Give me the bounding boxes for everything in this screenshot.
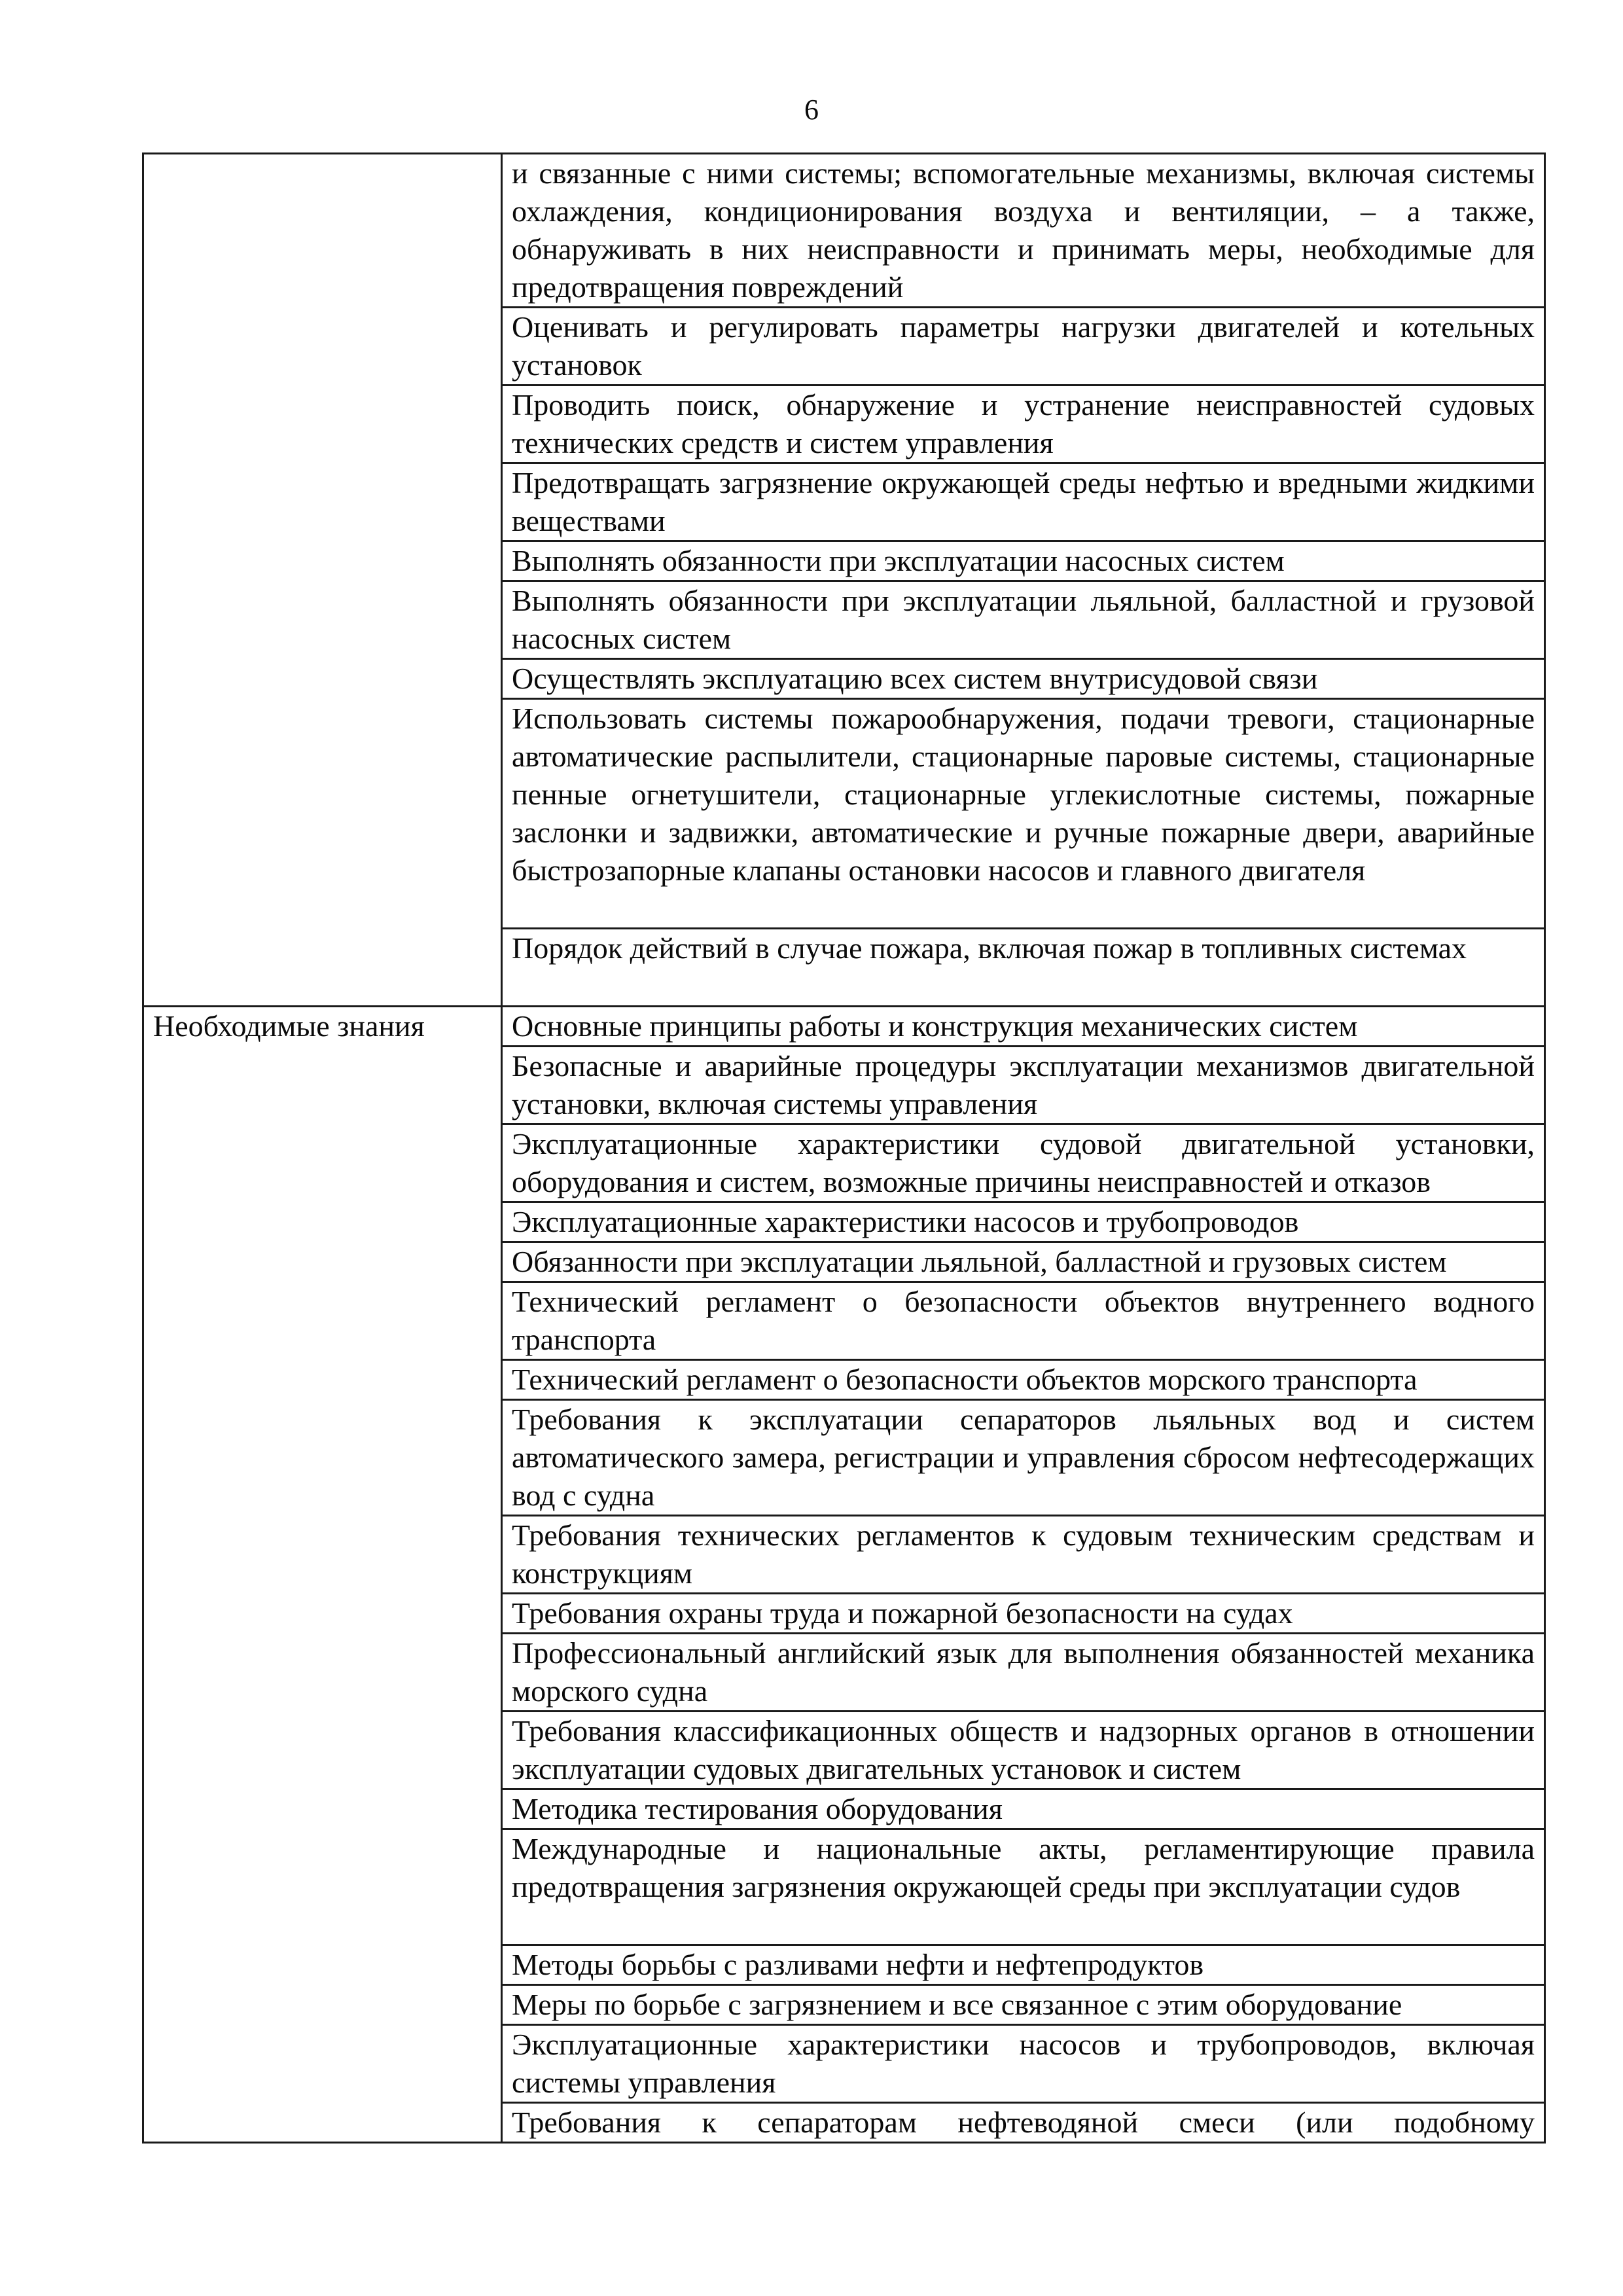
table-row	[143, 154, 1545, 308]
knowledge-label: Необходимые знания	[143, 1007, 502, 2143]
knowledge-item-10: Требования охраны труда и пожарной безопасности на судах	[502, 1594, 1545, 1634]
skill-item-2: Оценивать и регулировать параметры нагрузки двигателей и котельных установок	[502, 308, 1545, 386]
skill-item-7: Осуществлять эксплуатацию всех систем внутрисудовой связи	[502, 659, 1545, 699]
knowledge-item-3: Эксплуатационные характеристики судовой двигательной установки, оборудования и систем, возможные причины неисправностей и отказов	[502, 1124, 1545, 1202]
knowledge-item-1: Основные принципы работы и конструкция механических систем	[502, 1007, 1545, 1047]
knowledge-item-8: Требования к эксплуатации сепараторов льяльных вод и систем автоматического замера, регистрации и управления сбросом нефтесодержащих вод с судна	[502, 1400, 1545, 1516]
skill-item-8: Использовать системы пожарообнаружения, подачи тревоги, стационарные автоматические распылители, стационарные паровые системы, стационарные пенные огнетушители, стационарные углекислотные системы, пожарные заслонки и задвижки, автоматические и ручные пожарные двери, аварийные быстрозапорные клапаны остановки насосов и главного двигателя	[502, 699, 1545, 929]
skill-item-6: Выполнять обязанности при эксплуатации льяльной, балластной и грузовой насосных систем	[502, 581, 1545, 659]
table-row	[143, 1007, 1545, 1047]
knowledge-item-5: Обязанности при эксплуатации льяльной, балластной и грузовых систем	[502, 1242, 1545, 1282]
knowledge-item-2: Безопасные и аварийные процедуры эксплуатации механизмов двигательной установки, включая системы управления	[502, 1047, 1545, 1124]
knowledge-item-6: Технический регламент о безопасности объектов внутреннего водного транспорта	[502, 1282, 1545, 1360]
knowledge-item-14: Международные и национальные акты, регламентирующие правила предотвращения загрязнения окружающей среды при эксплуатации судов	[502, 1829, 1545, 1945]
knowledge-item-13: Методика тестирования оборудования	[502, 1789, 1545, 1829]
knowledge-item-17: Эксплуатационные характеристики насосов и трубопроводов, включая системы управления	[502, 2025, 1545, 2103]
skill-item-9: Порядок действий в случае пожара, включая пожар в топливных системах	[502, 929, 1545, 1007]
knowledge-item-15: Методы борьбы с разливами нефти и нефтепродуктов	[502, 1945, 1545, 1985]
skill-item-5: Выполнять обязанности при эксплуатации насосных систем	[502, 541, 1545, 581]
skill-item-1: и связанные с ними системы; вспомогательные механизмы, включая системы охлаждения, кондиционирования воздуха и вентиляции, – а также, обнаруживать в них неисправности и принимать меры, необходимые для предотвращения повреждений	[502, 154, 1545, 308]
knowledge-item-11: Профессиональный английский язык для выполнения обязанностей механика морского судна	[502, 1634, 1545, 1712]
skill-item-4: Предотвращать загрязнение окружающей среды нефтью и вредными жидкими веществами	[502, 463, 1545, 541]
page-number: 6	[804, 94, 819, 126]
knowledge-item-18: Требования к сепараторам нефтеводяной смеси (или подобному	[502, 2103, 1545, 2143]
knowledge-item-9: Требования технических регламентов к судовым техническим средствам и конструкциям	[502, 1516, 1545, 1594]
skill-item-3: Проводить поиск, обнаружение и устранение неисправностей судовых технических средств и систем управления	[502, 386, 1545, 463]
skills-label-cell	[143, 154, 502, 1007]
knowledge-item-16: Меры по борьбе с загрязнением и все связанное с этим оборудование	[502, 1985, 1545, 2025]
knowledge-item-7: Технический регламент о безопасности объектов морского транспорта	[502, 1360, 1545, 1400]
knowledge-item-4: Эксплуатационные характеристики насосов и трубопроводов	[502, 1202, 1545, 1242]
qualification-table	[142, 152, 1546, 2144]
knowledge-item-12: Требования классификационных обществ и надзорных органов в отношении эксплуатации судовых двигательных установок и систем	[502, 1712, 1545, 1789]
